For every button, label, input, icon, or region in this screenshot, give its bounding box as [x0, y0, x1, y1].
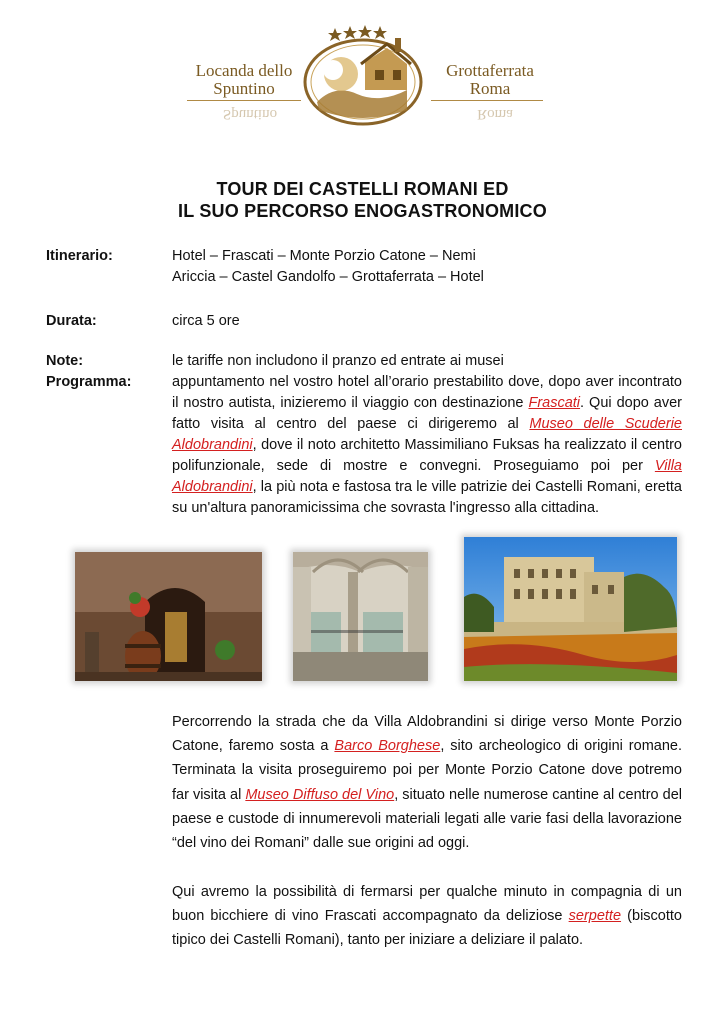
- durata-label: Durata:: [46, 313, 97, 329]
- logo-right-text: [435, 62, 545, 98]
- itinerario-value: [172, 246, 682, 288]
- logo-right-reflection: Roma: [477, 106, 513, 122]
- p3-text-b: (biscotto tipico dei Castelli Romani), tanto per iniziare a deliziare il palato.: [172, 908, 682, 949]
- note-label: Note:: [46, 353, 84, 369]
- logo-left-reflection: Spuntino: [222, 106, 278, 122]
- title-line2: IL SUO PERCORSO ENOGASTRONOMICO: [178, 201, 547, 221]
- programma-text-d: , la più nota e fastosa tra le ville patrizie dei Castelli Romani, eretta su un'altura panoramicissima che sovrasta l'ingresso alla cittadina.: [172, 479, 682, 516]
- page-title: [0, 178, 725, 222]
- logo-right-line2: Roma: [469, 79, 511, 98]
- photo-wine-cellar: [75, 552, 262, 681]
- p2-text-a: Percorrendo la strada che da Villa Aldobrandini si dirige verso Monte Porzio Catone, faremo sosta a: [172, 714, 682, 755]
- link-barco-borghese[interactable]: Barco Borghese: [334, 738, 441, 755]
- programma-text-a: appuntamento nel vostro hotel all’orario prestabilito dove, dopo aver incontrato il nostro autista, inizieremo il viaggio con destinazione: [172, 374, 682, 411]
- body-paragraph-3: [172, 880, 682, 953]
- itinerario-line1: Hotel – Frascati – Monte Porzio Catone – Nemi: [172, 248, 476, 264]
- link-serpette[interactable]: serpette: [568, 908, 622, 925]
- logo-left-line2: Spuntino: [213, 79, 275, 98]
- p3-text-a: Qui avremo la possibilità di fermarsi per qualche minuto in compagnia di un buon bicchiere di vino Frascati accompagnato da deliziose: [172, 884, 682, 925]
- durata-value: circa 5 ore: [172, 313, 240, 329]
- logo-right-line1: Grottaferrata: [446, 61, 534, 80]
- p2-text-b: , sito archeologico di origini romane. Terminata la visita proseguiremo poi per Monte Porzio Catone dove potremo far visita al: [172, 738, 683, 803]
- body-paragraph-2: [172, 710, 682, 855]
- programma-text-c: , dove il noto architetto Massimiliano Fuksas ha realizzato il centro polifunzionale, sede di mostre e convegni. Proseguiamo poi per: [172, 437, 682, 474]
- title-line1: TOUR DEI CASTELLI ROMANI ED: [216, 179, 509, 199]
- link-museo-scuderie[interactable]: Museo delle Scuderie Aldobrandini: [172, 416, 682, 453]
- photo-villa-aldobrandini: [464, 537, 677, 681]
- logo-rule-right: [431, 100, 543, 101]
- photo-museum-hall: [293, 552, 428, 681]
- programma-paragraph: [172, 372, 682, 519]
- logo-emblem-icon: [295, 24, 431, 132]
- logo-rule-left: [187, 100, 301, 101]
- link-museo-diffuso-vino[interactable]: Museo Diffuso del Vino: [245, 786, 395, 803]
- programma-text-b: . Qui dopo aver fatto visita al centro del paese ci dirigeremo al: [172, 395, 682, 432]
- logo-left-line1: Locanda dello: [195, 61, 293, 80]
- itinerario-label: Itinerario:: [46, 248, 113, 264]
- logo-header: [185, 22, 545, 132]
- itinerario-line2: Ariccia – Castel Gandolfo – Grottaferrata – Hotel: [172, 269, 484, 285]
- link-villa-aldobrandini[interactable]: Villa Aldobrandini: [172, 458, 682, 495]
- programma-label: Programma:: [46, 374, 132, 390]
- logo-left-text: [189, 62, 299, 98]
- link-frascati[interactable]: Frascati: [528, 395, 581, 411]
- note-value: le tariffe non includono il pranzo ed entrate ai musei: [172, 353, 504, 369]
- p2-text-c: , situato nelle numerose cantine al centro del paese e custode di innumerevoli materiali legati alle varie fasi della lavorazione “del vino dei Romani” dalle sue origini ad oggi.: [172, 786, 682, 852]
